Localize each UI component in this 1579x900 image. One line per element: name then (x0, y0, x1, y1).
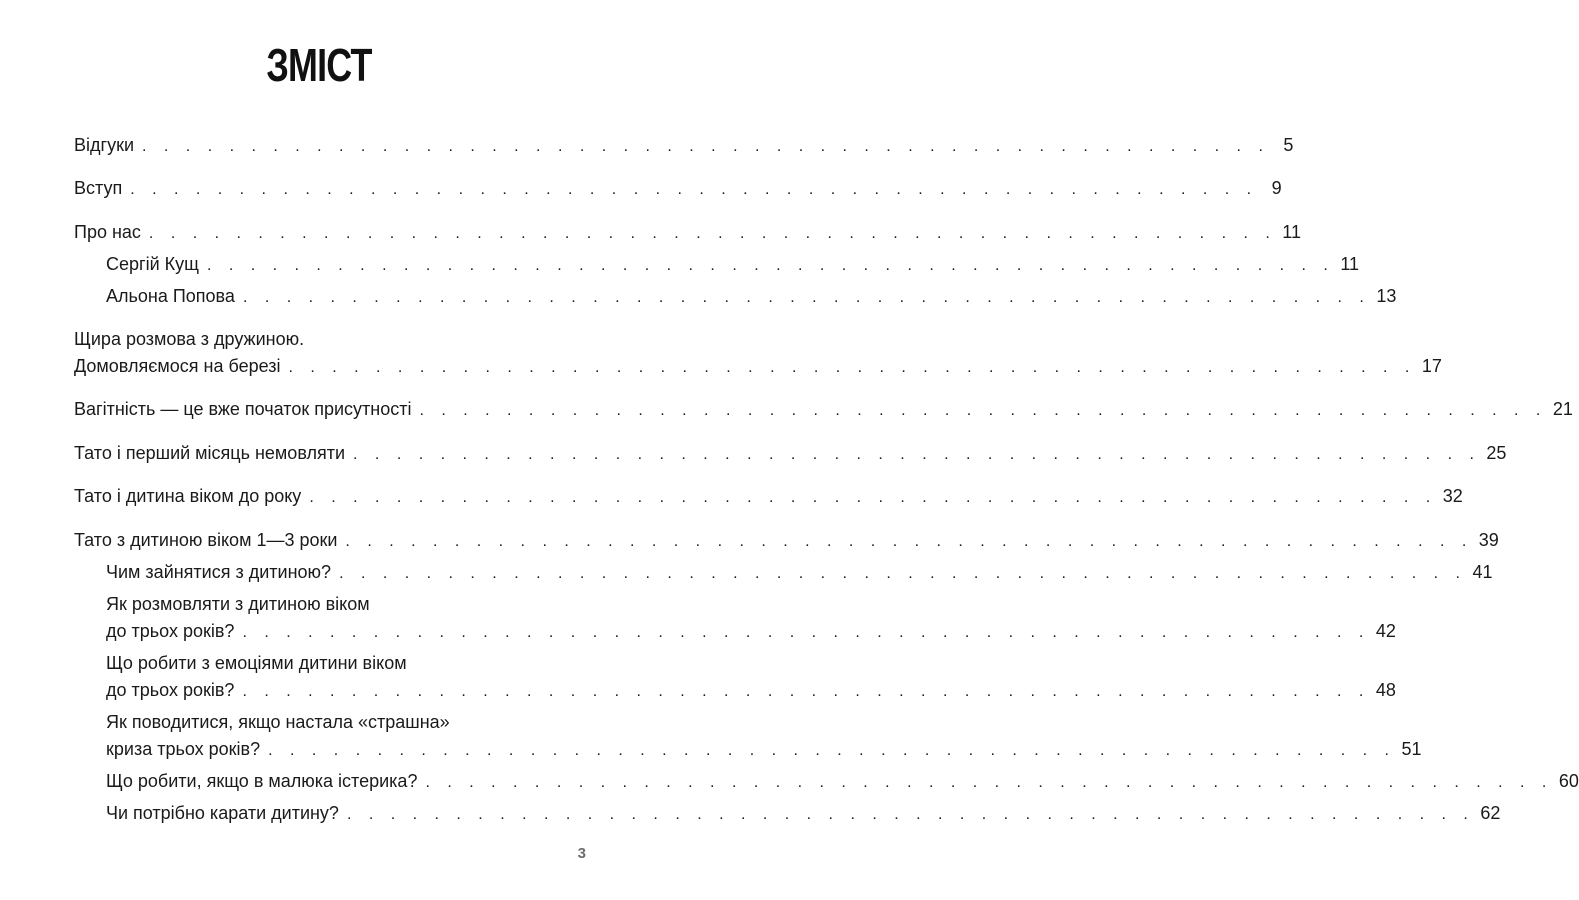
toc-entry-text: Альона Попова (106, 286, 235, 306)
toc-entry-text: Чи потрібно карати дитину? (106, 803, 339, 823)
toc-subentry-serhii-kushch[interactable] (106, 253, 1359, 277)
toc-subentry-what-to-do[interactable] (106, 561, 1493, 585)
toc-subentry-punish[interactable] (106, 802, 1501, 826)
toc-entry-text: Домовляємося на березі (74, 356, 281, 376)
toc-entry-wife-talk-line2[interactable] (74, 355, 1442, 379)
toc-entry-first-month[interactable] (74, 442, 1507, 466)
dot-leader: . . . . . . . . . . . . . . . . . . . . . . . . . . . . . . . . . . . . . . . . . . . . . . . . . . . . (142, 138, 1270, 155)
toc-entry-text: Що робити, якщо в малюка істерика? (106, 771, 418, 791)
toc-entry-text: до трьох років? (106, 680, 235, 700)
toc-entry-page: 11 (1282, 222, 1301, 242)
dot-leader: . . . . . . . . . . . . . . . . . . . . . . . . . . . . . . . . . . . . . . . . . . . . . . . . . . . . (288, 359, 1416, 376)
dot-leader: . . . . . . . . . . . . . . . . . . . . . . . . . . . . . . . . . . . . . . . . . . . . . . . . . . . . (242, 683, 1370, 700)
toc-entry-page: 39 (1478, 530, 1499, 550)
toc-entry-intro[interactable] (74, 177, 1282, 201)
dot-leader: . . . . . . . . . . . . . . . . . . . . . . . . . . . . . . . . . . . . . . . . . . . . . . . . . . . . (309, 489, 1437, 506)
toc-entry-page: 21 (1552, 399, 1573, 419)
toc-entry-page: 62 (1480, 803, 1501, 823)
toc-subentry-how-to-talk-line2[interactable] (106, 620, 1396, 644)
toc-subentry-crisis-line1[interactable] (106, 711, 576, 733)
page-number: 3 (577, 845, 586, 862)
toc-entry-page: 48 (1375, 680, 1396, 700)
dot-leader: . . . . . . . . . . . . . . . . . . . . . . . . . . . . . . . . . . . . . . . . . . . . . . . . . . . . (353, 446, 1481, 463)
toc-entry-page: 42 (1375, 621, 1396, 641)
toc-entry-text: Тато з дитиною віком 1—3 роки (74, 530, 338, 550)
toc-subentry-alona-popova[interactable] (106, 285, 1397, 309)
toc-entry-text: Що робити з емоціями дитини віком (106, 653, 407, 673)
dot-leader: . . . . . . . . . . . . . . . . . . . . . . . . . . . . . . . . . . . . . . . . . . . . . . . . . . . . (339, 565, 1467, 582)
toc-entry-text: Як поводитися, якщо настала «страшна» (106, 712, 450, 732)
toc-entry-page: 5 (1283, 135, 1294, 155)
toc-entry-first-year[interactable] (74, 485, 1463, 509)
toc-entry-page: 32 (1442, 486, 1463, 506)
toc-entry-text: Тато і дитина віком до року (74, 486, 302, 506)
dot-leader: . . . . . . . . . . . . . . . . . . . . . . . . . . . . . . . . . . . . . . . . . . . . . . . . . . . . (148, 225, 1277, 242)
toc-entry-text: Чим зайнятися з дитиною? (106, 562, 332, 582)
toc-entry-page: 60 (1558, 771, 1579, 791)
toc-entry-text: до трьох років? (106, 621, 235, 641)
toc-entry-page: 41 (1472, 562, 1493, 582)
dot-leader: . . . . . . . . . . . . . . . . . . . . . . . . . . . . . . . . . . . . . . . . . . . . . . . . . . . . (206, 257, 1335, 274)
toc-entry-age-1-3[interactable] (74, 529, 1499, 553)
toc-entry-text: Тато і перший місяць немовляти (74, 443, 346, 463)
toc-entry-text: Вступ (74, 178, 123, 198)
toc-entry-page: 17 (1421, 356, 1442, 376)
dot-leader: . . . . . . . . . . . . . . . . . . . . . . . . . . . . . . . . . . . . . . . . . . . . . . . . . . . . (242, 289, 1371, 306)
toc-subentry-how-to-talk-line1[interactable] (106, 593, 576, 615)
toc-entry-text: Як розмовляти з дитиною віком (106, 594, 370, 614)
toc-entry-text: Відгуки (74, 135, 135, 155)
toc-subentry-emotions-line1[interactable] (106, 652, 576, 674)
toc-subentry-emotions-line2[interactable] (106, 679, 1396, 703)
toc-subentry-tantrum[interactable] (106, 770, 1579, 794)
dot-leader: . . . . . . . . . . . . . . . . . . . . . . . . . . . . . . . . . . . . . . . . . . . . . . . . . . . . (346, 806, 1475, 823)
toc-subentry-crisis-line2[interactable] (106, 738, 1422, 762)
toc-entry-reviews[interactable] (74, 134, 1294, 158)
toc-entry-pregnancy[interactable] (74, 398, 1573, 422)
toc-entry-text: Вагітність — це вже початок присутності (74, 399, 412, 419)
toc-entry-page: 25 (1486, 443, 1507, 463)
toc-entry-wife-talk-line1[interactable] (74, 328, 576, 350)
toc-entry-page: 11 (1340, 254, 1359, 274)
toc-entry-text: Про нас (74, 222, 141, 242)
dot-leader: . . . . . . . . . . . . . . . . . . . . . . . . . . . . . . . . . . . . . . . . . . . . . . . . . . . . (268, 742, 1396, 759)
toc-entry-page: 13 (1376, 286, 1397, 306)
toc-entry-text: криза трьох років? (106, 739, 261, 759)
dot-leader: . . . . . . . . . . . . . . . . . . . . . . . . . . . . . . . . . . . . . . . . . . . . . . . . . . . . (345, 533, 1473, 550)
toc-entry-about-us[interactable] (74, 221, 1301, 245)
dot-leader: . . . . . . . . . . . . . . . . . . . . . . . . . . . . . . . . . . . . . . . . . . . . . . . . . . . . (130, 181, 1258, 198)
page-title: ЗМІСТ (266, 39, 372, 91)
toc-entry-text: Щира розмова з дружиною. (74, 329, 305, 349)
toc-entry-page: 9 (1271, 178, 1282, 198)
dot-leader: . . . . . . . . . . . . . . . . . . . . . . . . . . . . . . . . . . . . . . . . . . . . . . . . . . . . (242, 624, 1370, 641)
dot-leader: . . . . . . . . . . . . . . . . . . . . . . . . . . . . . . . . . . . . . . . . . . . . . . . . . . . . (419, 402, 1547, 419)
dot-leader: . . . . . . . . . . . . . . . . . . . . . . . . . . . . . . . . . . . . . . . . . . . . . . . . . . . . (425, 774, 1553, 791)
toc-entry-text: Сергій Кущ (106, 254, 199, 274)
toc-entry-page: 51 (1401, 739, 1422, 759)
